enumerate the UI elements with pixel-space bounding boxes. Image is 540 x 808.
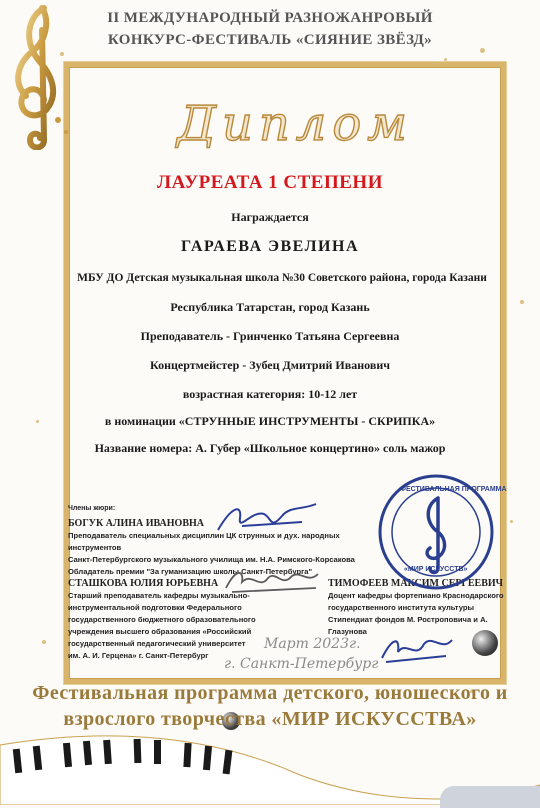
piece-title: Название номера: А. Губер «Школьное концертино» соль мажор	[94, 441, 446, 455]
date-line1: Март 2023г.	[264, 636, 361, 652]
jury-member-2-line1: Старший преподаватель кафедры музыкально-	[68, 591, 250, 600]
age-category: возрастная категория: 10-12 лет	[182, 387, 358, 401]
date-line2: г. Санкт-Петербург	[224, 656, 379, 672]
jury-member-3-line3: Стипендиат фондов М. Ростроповича и А. Глазунова	[328, 615, 488, 636]
contest-title-line2: КОНКУРС-ФЕСТИВАЛЬ «СИЯНИЕ ЗВЁЗД»	[107, 32, 433, 48]
jury-member-1-line3: Обладатель премии "За гуманизацию школы Санкт-Петербурга"	[68, 567, 313, 576]
jury-member-2-line4: учреждения высшего образования «Российский	[68, 627, 252, 636]
jury-member-1-line1: Преподаватель специальных дисциплин ЦК струнных и дух. народных инструментов	[68, 531, 340, 552]
jury-member-2-line6: им. А. И. Герцена» г. Санкт-Петербург	[68, 651, 209, 660]
laureate-degree: ЛАУРЕАТА 1 СТЕПЕНИ	[156, 172, 383, 193]
jury-member-2-name: СТАШКОВА ЮЛИЯ ЮРЬЕВНА	[68, 578, 219, 589]
awarded-label: Награждается	[231, 210, 309, 224]
jury-heading: Члены жюри:	[68, 505, 116, 512]
jury-member-1-name: БОГУК АЛИНА ИВАНОВНА	[68, 518, 204, 529]
signature-icon	[376, 630, 456, 668]
diploma-title: Диплом	[176, 96, 414, 152]
jury-member-2-line3: государственного бюджетного образовательного	[68, 615, 256, 624]
stamp-top-text: ФЕСТИВАЛЬНАЯ ПРОГРАММА	[400, 486, 507, 493]
region: Республика Татарстан, город Казань	[170, 300, 370, 314]
jury-member-2-line5: государственный педагогический университет	[68, 639, 246, 648]
contest-title-line1: II МЕЖДУНАРОДНЫЙ РАЗНОЖАНРОВЫЙ	[107, 10, 433, 26]
nomination: в номинации «СТРУННЫЕ ИНСТРУМЕНТЫ - СКРИПКА»	[104, 414, 436, 428]
teacher: Преподаватель - Гринченко Татьяна Сергеевна	[140, 329, 400, 343]
accompanist: Концертмейстер - Зубец Дмитрий Иванович	[149, 358, 391, 372]
jury-member-1-line2: Санкт-Петербургского музыкального училища им. Н.А. Римского-Корсакова	[68, 555, 355, 564]
bottom-program-title-line1: Фестивальная программа детского, юношеского и	[32, 682, 508, 704]
participant-name: ГАРАЕВА ЭВЕЛИНА	[180, 238, 359, 255]
stamp-bottom-text: «МИР ИСКУССТВ»	[404, 566, 468, 573]
signature-icon	[222, 564, 322, 598]
bottom-program-title-line2: взрослого творчества «МИР ИСКУССТВА»	[63, 708, 477, 730]
jury-member-3-line1: Доцент кафедры фортепиано Краснодарского	[328, 591, 504, 600]
disco-ball-icon	[472, 630, 498, 656]
jury-member-3-line2: государственного института культуры	[328, 603, 474, 612]
signature-icon	[212, 496, 322, 540]
jury-member-3-name: ТИМОФЕЕВ МАКСИМ СЕРГЕЕВИЧ	[328, 578, 503, 589]
school-name: МБУ ДО Детская музыкальная школа №30 Советского района, города Казани	[77, 272, 487, 284]
jury-member-2-line2: инструментальной подготовки Федерального	[68, 603, 242, 612]
